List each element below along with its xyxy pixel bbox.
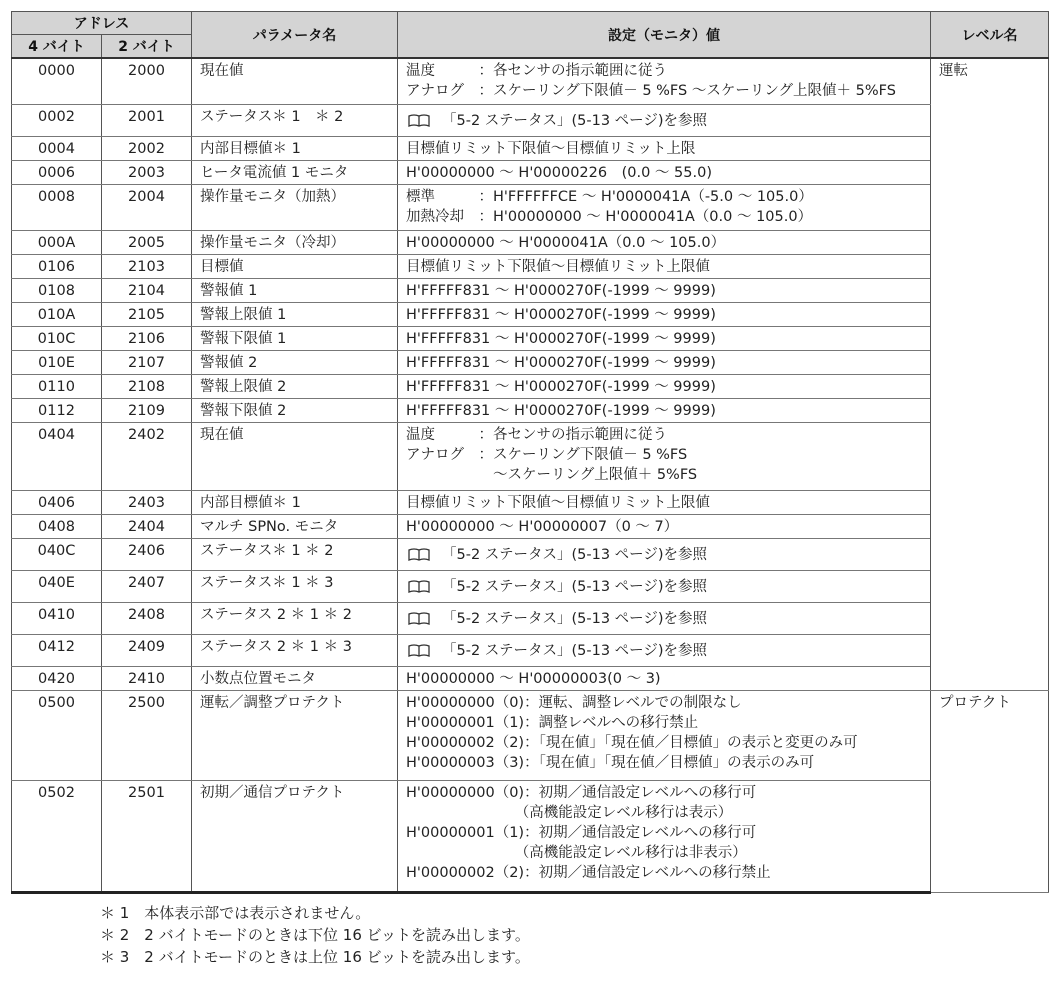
value-line: H'00000000 ～ H'0000041A（0.0 ～ 105.0） [406, 234, 726, 251]
address-4byte: 0408 [12, 514, 102, 538]
parameter-name: マルチ SPNo. モニタ [192, 514, 398, 538]
table-row [12, 302, 1049, 326]
address-4byte: 040C [12, 538, 102, 570]
value-line: H'00000001（1)：初期／通信設定レベルへの移行可 [406, 824, 757, 841]
table-row [12, 350, 1049, 374]
setting-value [398, 602, 931, 634]
value-line: 目標値リミット下限値～目標値リミット上限値 [406, 258, 710, 275]
table-row [12, 490, 1049, 514]
table-body [12, 58, 1049, 892]
table-row [12, 184, 1049, 230]
table-row [12, 422, 1049, 490]
address-2byte: 2001 [102, 104, 192, 136]
parameter-name: 警報値 2 [192, 350, 398, 374]
address-2byte: 2408 [102, 602, 192, 634]
value-line: H'FFFFF831 ～ H'0000270F(-1999 ～ 9999) [406, 330, 716, 347]
value-line: ～スケーリング上限値＋ 5%FS [406, 466, 698, 483]
value-line: アナログ ：スケーリング下限値－ 5 %FS ～スケーリング上限値＋ 5%FS [406, 83, 896, 99]
address-2byte: 2404 [102, 514, 192, 538]
setting-value [398, 104, 931, 136]
address-2byte: 2107 [102, 350, 192, 374]
value-line: 目標値リミット下限値～目標値リミット上限値 [406, 494, 710, 511]
parameter-name: 警報上限値 2 [192, 374, 398, 398]
reference-text: 「5-2 ステータス」(5-13 ページ)を参照 [442, 642, 708, 659]
value-line: H'00000000（0)：運転、調整レベルでの制限なし [406, 694, 742, 711]
setting-value [398, 326, 931, 350]
address-4byte: 0420 [12, 666, 102, 690]
header-value: 設定（モニタ）値 [398, 12, 931, 59]
parameter-name: ヒータ電流値 1 モニタ [192, 160, 398, 184]
address-4byte: 0106 [12, 254, 102, 278]
address-2byte: 2000 [102, 58, 192, 104]
address-4byte: 0112 [12, 398, 102, 422]
address-2byte: 2106 [102, 326, 192, 350]
parameter-name: 警報上限値 1 [192, 302, 398, 326]
value-line: H'FFFFF831 ～ H'0000270F(-1999 ～ 9999) [406, 402, 716, 419]
parameter-name: 内部目標値＊ 1 [192, 136, 398, 160]
value-line: H'FFFFF831 ～ H'0000270F(-1999 ～ 9999) [406, 306, 716, 323]
parameter-name: 警報値 1 [192, 278, 398, 302]
parameter-name: 現在値 [192, 422, 398, 490]
value-line: （高機能設定レベル移行は表示） [406, 804, 733, 821]
reference-link [406, 607, 924, 631]
header-four-byte: 4 バイト [12, 35, 102, 59]
address-2byte: 2109 [102, 398, 192, 422]
header-level: レベル名 [931, 12, 1049, 59]
value-line: 標準 ：H'FFFFFFCE ～ H'0000041A（-5.0 ～ 105.0） [406, 188, 813, 205]
book-icon [408, 548, 430, 562]
address-4byte: 010C [12, 326, 102, 350]
table-row [12, 160, 1049, 184]
table-row [12, 514, 1049, 538]
setting-value [398, 538, 931, 570]
address-2byte: 2105 [102, 302, 192, 326]
address-4byte: 0500 [12, 690, 102, 780]
address-4byte: 0006 [12, 160, 102, 184]
setting-value [398, 570, 931, 602]
table-row [12, 104, 1049, 136]
value-line: H'00000003（3)：「現在値」「現在値／目標値」の表示のみ可 [406, 754, 815, 771]
setting-value [398, 422, 931, 490]
footnote: ＊ 3 2 バイトモードのときは上位 16 ビットを読み出します。 [100, 948, 530, 966]
table-row [12, 538, 1049, 570]
value-line: H'00000002（2)：初期／通信設定レベルへの移行禁止 [406, 864, 771, 881]
address-2byte: 2403 [102, 490, 192, 514]
book-icon [408, 114, 430, 128]
value-line: H'00000002（2)：「現在値」「現在値／目標値」の表示と変更のみ可 [406, 734, 858, 751]
parameter-name: ステータス＊ 1 ＊ 2 [192, 104, 398, 136]
address-4byte: 0108 [12, 278, 102, 302]
book-icon [408, 644, 430, 658]
header-param-name: パラメータ名 [192, 12, 398, 59]
parameter-name: 現在値 [192, 58, 398, 104]
table-row [12, 254, 1049, 278]
level-name: 運転 [931, 58, 1049, 690]
address-2byte: 2406 [102, 538, 192, 570]
value-line: 温度 ：各センサの指示範囲に従う [406, 426, 667, 443]
value-line: （高機能設定レベル移行は非表示） [406, 844, 747, 861]
value-line: H'FFFFF831 ～ H'0000270F(-1999 ～ 9999) [406, 282, 716, 299]
address-2byte: 2409 [102, 634, 192, 666]
address-2byte: 2407 [102, 570, 192, 602]
parameter-name: 操作量モニタ（冷却） [192, 230, 398, 254]
footnote: ＊ 2 2 バイトモードのときは下位 16 ビットを読み出します。 [100, 926, 530, 944]
value-line: 加熱冷却 ：H'00000000 ～ H'0000041A（0.0 ～ 105.0） [406, 208, 813, 225]
address-4byte: 0406 [12, 490, 102, 514]
address-4byte: 010E [12, 350, 102, 374]
address-4byte: 0404 [12, 422, 102, 490]
setting-value [398, 634, 931, 666]
address-4byte: 0502 [12, 780, 102, 892]
reference-link [406, 639, 924, 663]
setting-value [398, 254, 931, 278]
value-line: H'FFFFF831 ～ H'0000270F(-1999 ～ 9999) [406, 354, 716, 371]
parameter-name: 初期／通信プロテクト [192, 780, 398, 892]
address-2byte: 2104 [102, 278, 192, 302]
table-row [12, 634, 1049, 666]
reference-text: 「5-2 ステータス」(5-13 ページ)を参照 [442, 112, 708, 129]
address-2byte: 2410 [102, 666, 192, 690]
setting-value [398, 398, 931, 422]
reference-text: 「5-2 ステータス」(5-13 ページ)を参照 [442, 546, 708, 563]
table-row [12, 780, 1049, 892]
parameter-name: 警報下限値 2 [192, 398, 398, 422]
parameter-name: 警報下限値 1 [192, 326, 398, 350]
address-2byte: 2103 [102, 254, 192, 278]
address-2byte: 2002 [102, 136, 192, 160]
parameter-name: ステータス 2 ＊ 1 ＊ 2 [192, 602, 398, 634]
value-line: 目標値リミット下限値～目標値リミット上限 [406, 140, 696, 157]
address-4byte: 0110 [12, 374, 102, 398]
reference-link [406, 109, 924, 133]
address-4byte: 040E [12, 570, 102, 602]
value-line: H'00000001（1)：調整レベルへの移行禁止 [406, 714, 699, 731]
parameter-name: 操作量モニタ（加熱） [192, 184, 398, 230]
table-row [12, 666, 1049, 690]
reference-text: 「5-2 ステータス」(5-13 ページ)を参照 [442, 578, 708, 595]
parameter-name: 小数点位置モニタ [192, 666, 398, 690]
table-row [12, 230, 1049, 254]
parameter-name: 内部目標値＊ 1 [192, 490, 398, 514]
table-row [12, 136, 1049, 160]
level-name: プロテクト [931, 690, 1049, 892]
address-4byte: 0004 [12, 136, 102, 160]
parameter-name: 目標値 [192, 254, 398, 278]
address-2byte: 2005 [102, 230, 192, 254]
value-line: H'00000000 ～ H'00000007（0 ～ 7） [406, 518, 679, 535]
register-table-container [11, 11, 1048, 894]
setting-value [398, 58, 931, 104]
setting-value [398, 302, 931, 326]
value-line: アナログ ：スケーリング下限値－ 5 %FS [406, 446, 688, 463]
table-header [12, 12, 1049, 59]
address-4byte: 0412 [12, 634, 102, 666]
footnotes [100, 902, 530, 968]
setting-value [398, 160, 931, 184]
address-2byte: 2501 [102, 780, 192, 892]
table-row [12, 278, 1049, 302]
setting-value [398, 374, 931, 398]
setting-value [398, 666, 931, 690]
footnote: ＊ 1 本体表示部では表示されません。 [100, 904, 371, 922]
reference-text: 「5-2 ステータス」(5-13 ページ)を参照 [442, 610, 708, 627]
address-2byte: 2402 [102, 422, 192, 490]
table-row [12, 602, 1049, 634]
setting-value [398, 278, 931, 302]
header-two-byte: 2 バイト [102, 35, 192, 59]
value-line: H'00000000 ～ H'00000226 (0.0 ～ 55.0) [406, 164, 712, 181]
reference-link [406, 575, 924, 599]
address-4byte: 010A [12, 302, 102, 326]
setting-value [398, 230, 931, 254]
table-row [12, 58, 1049, 104]
address-4byte: 000A [12, 230, 102, 254]
header-address: アドレス [12, 12, 192, 35]
book-icon [408, 580, 430, 594]
setting-value [398, 490, 931, 514]
setting-value [398, 136, 931, 160]
value-line: 温度 ：各センサの指示範囲に従う [406, 63, 667, 79]
value-line: H'FFFFF831 ～ H'0000270F(-1999 ～ 9999) [406, 378, 716, 395]
table-row [12, 326, 1049, 350]
reference-link [406, 543, 924, 567]
setting-value [398, 780, 931, 892]
table-row [12, 690, 1049, 780]
table-row [12, 398, 1049, 422]
table-row [12, 374, 1049, 398]
address-2byte: 2108 [102, 374, 192, 398]
setting-value [398, 690, 931, 780]
book-icon [408, 612, 430, 626]
address-4byte: 0410 [12, 602, 102, 634]
parameter-name: ステータス 2 ＊ 1 ＊ 3 [192, 634, 398, 666]
address-2byte: 2500 [102, 690, 192, 780]
address-4byte: 0000 [12, 58, 102, 104]
table-row [12, 570, 1049, 602]
address-2byte: 2003 [102, 160, 192, 184]
parameter-name: ステータス＊ 1 ＊ 2 [192, 538, 398, 570]
setting-value [398, 350, 931, 374]
address-4byte: 0002 [12, 104, 102, 136]
parameter-name: ステータス＊ 1 ＊ 3 [192, 570, 398, 602]
parameter-name: 運転／調整プロテクト [192, 690, 398, 780]
address-4byte: 0008 [12, 184, 102, 230]
address-2byte: 2004 [102, 184, 192, 230]
setting-value [398, 184, 931, 230]
value-line: H'00000000（0)：初期／通信設定レベルへの移行可 [406, 784, 757, 801]
setting-value [398, 514, 931, 538]
parameter-address-table [11, 11, 1049, 894]
value-line: H'00000000 ～ H'00000003(0 ～ 3) [406, 670, 661, 687]
